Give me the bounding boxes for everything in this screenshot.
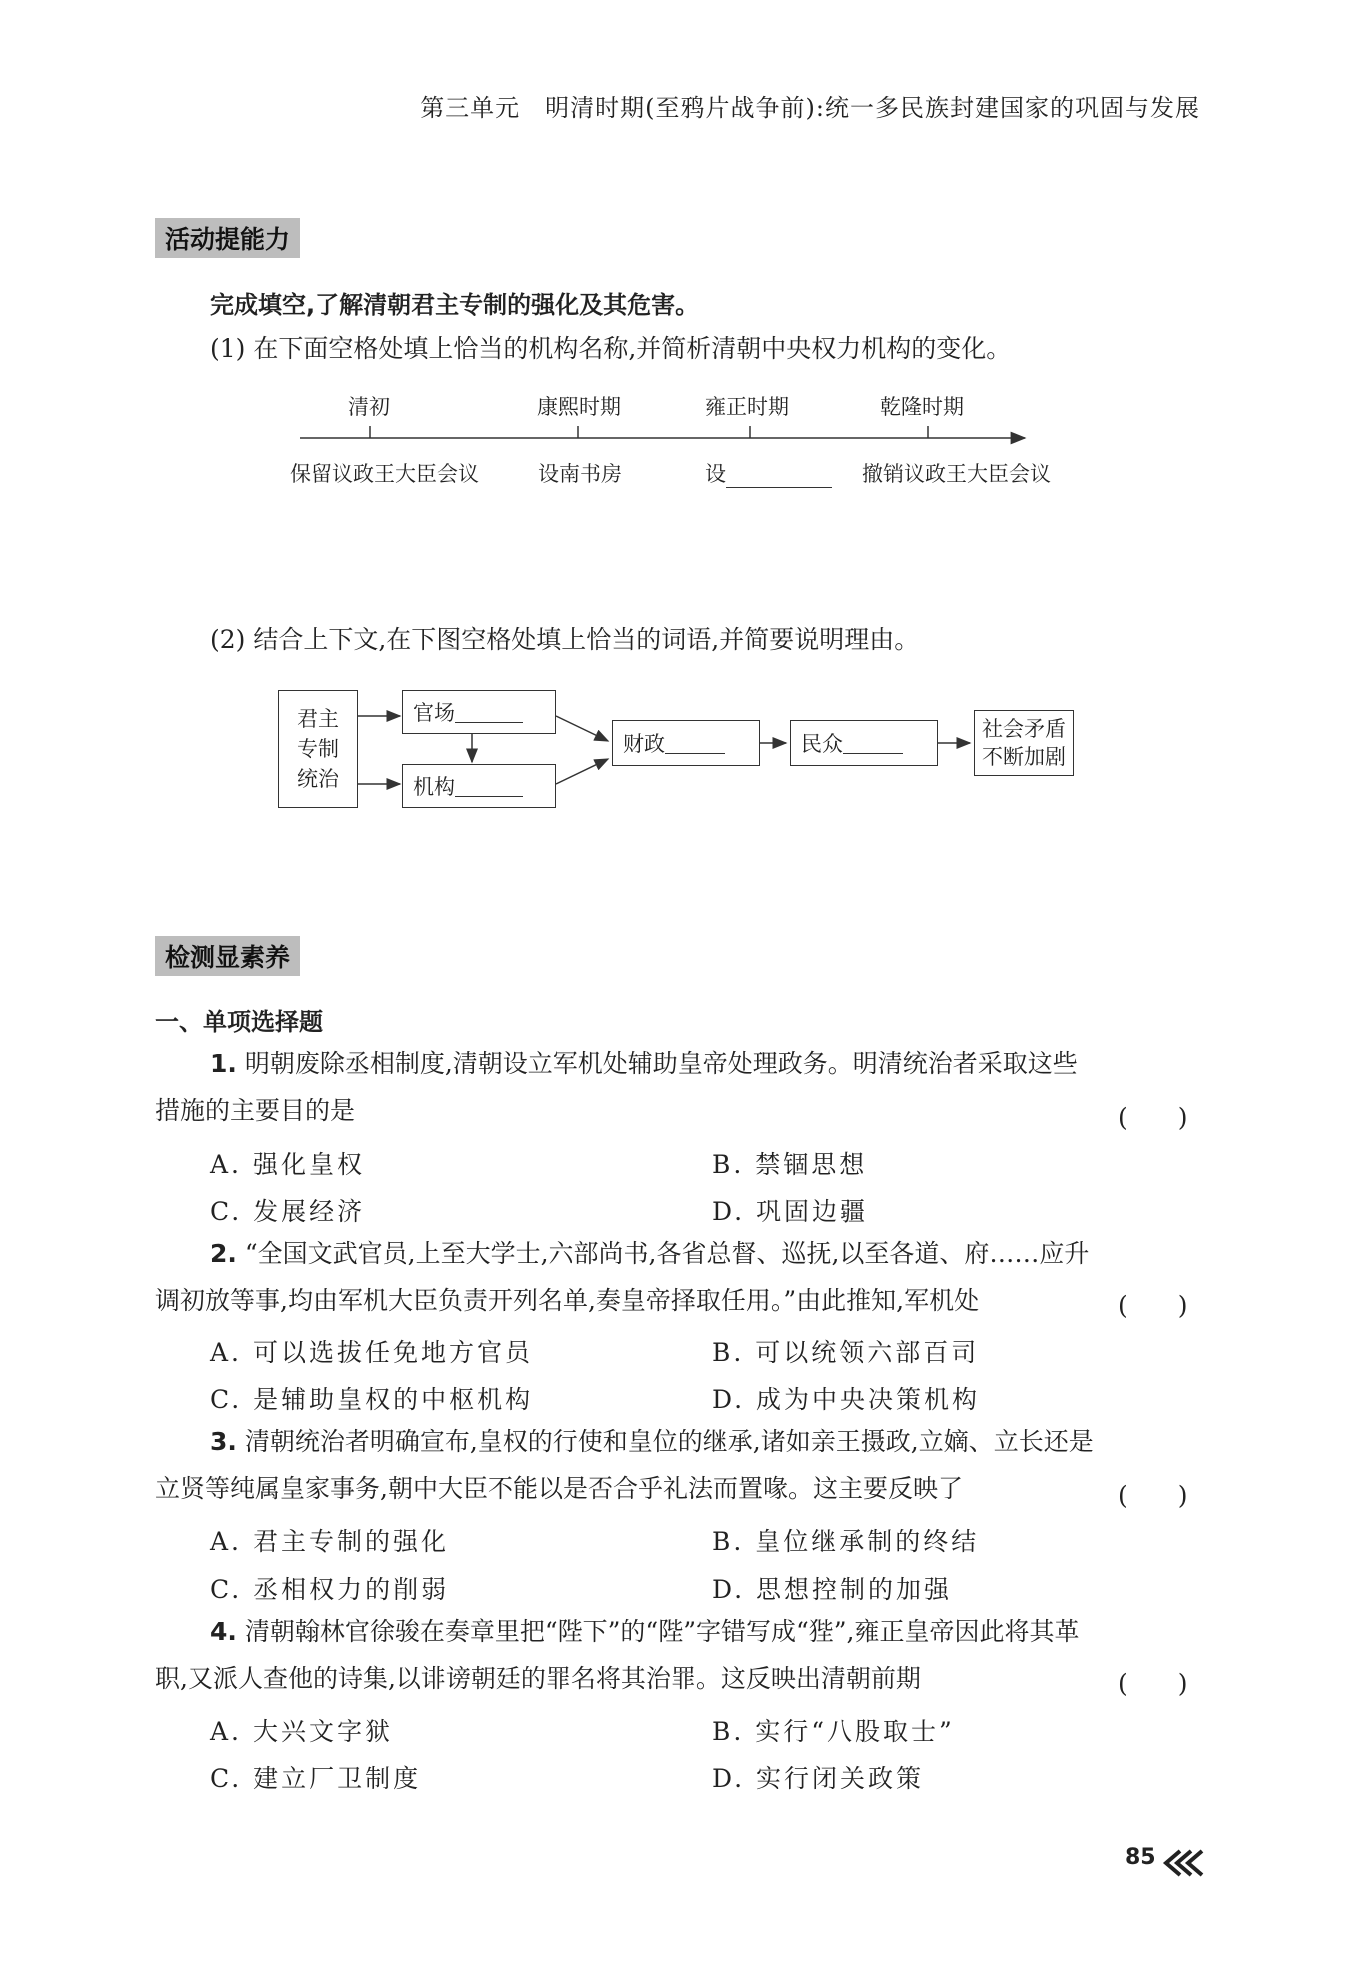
sub-question-2: (2) 结合上下文,在下图空格处填上恰当的词语,并简要说明理由。 — [210, 625, 920, 654]
finance-label: 财政 — [623, 732, 665, 756]
q1-option-c[interactable]: C. 发展经济 — [210, 1197, 366, 1226]
q2-number: 2. — [210, 1239, 237, 1268]
part-title: 一、单项选择题 — [155, 1008, 323, 1036]
officialdom-label: 官场 — [413, 701, 455, 725]
event-yongzheng-label: 设 — [705, 462, 726, 486]
monarch-box — [278, 690, 358, 808]
q2-option-b[interactable]: B. 可以统领六部百司 — [712, 1338, 980, 1367]
q2-answer-paren[interactable]: ( ) — [1118, 1291, 1188, 1320]
q4-option-b[interactable]: B. 实行“八股取士” — [712, 1717, 955, 1746]
page-number: 85 — [1125, 1845, 1156, 1870]
q1-line-2: 措施的主要目的是 — [155, 1096, 356, 1125]
section-title-activity: 活动提能力 — [155, 218, 300, 258]
q4-number: 4. — [210, 1617, 237, 1646]
people-label: 民众 — [801, 732, 843, 756]
blank-people[interactable] — [843, 733, 903, 754]
section-title-test: 检测显素养 — [155, 936, 300, 976]
q2-option-c[interactable]: C. 是辅助皇权的中枢机构 — [210, 1385, 534, 1414]
period-kangxi: 康熙时期 — [537, 395, 621, 419]
q4-line-1: 清朝翰林官徐骏在奏章里把“陛下”的“陛”字错写成“狴”,雍正皇帝因此将其革 — [244, 1617, 1080, 1646]
result-line-1: 社会矛盾 — [982, 717, 1066, 741]
page-header: 第三单元 明清时期(至鸦片战争前):统一多民族封建国家的巩固与发展 — [420, 94, 1200, 122]
q1-line-1: 明朝废除丞相制度,清朝设立军机处辅助皇帝处理政务。明清统治者采取这些 — [244, 1049, 1078, 1078]
event-qianlong: 撤销议政王大臣会议 — [862, 462, 1051, 486]
monarch-line-2: 专制 — [297, 737, 339, 761]
q1-option-d[interactable]: D. 巩固边疆 — [712, 1197, 869, 1226]
institution-box — [402, 764, 556, 808]
q2-option-a[interactable]: A. 可以选拔任免地方官员 — [210, 1338, 533, 1367]
finance-box — [612, 720, 760, 766]
q4-answer-paren[interactable]: ( ) — [1118, 1669, 1188, 1698]
q3-option-d[interactable]: D. 思想控制的加强 — [712, 1575, 953, 1604]
officialdom-box — [402, 690, 556, 734]
q3-option-c[interactable]: C. 丞相权力的削弱 — [210, 1575, 450, 1604]
blank-officialdom[interactable] — [455, 702, 523, 723]
people-box — [790, 720, 938, 766]
result-line-2: 不断加剧 — [982, 745, 1066, 769]
instruction: 完成填空,了解清朝君主专制的强化及其危害。 — [210, 291, 700, 319]
q3-line-2: 立贤等纯属皇家事务,朝中大臣不能以是否合乎礼法而置喙。这主要反映了 — [155, 1474, 963, 1503]
q4-option-c[interactable]: C. 建立厂卫制度 — [210, 1764, 422, 1793]
q2-line-1: “全国文武官员,上至大学士,六部尚书,各省总督、巡抚,以至各道、府……应升 — [244, 1239, 1090, 1268]
q1-option-b[interactable]: B. 禁锢思想 — [712, 1150, 868, 1179]
monarch-line-3: 统治 — [297, 767, 339, 791]
result-box — [974, 710, 1074, 776]
sub-question-1: (1) 在下面空格处填上恰当的机构名称,并简析清朝中央权力机构的变化。 — [210, 334, 1012, 363]
event-qingchu: 保留议政王大臣会议 — [290, 462, 479, 486]
blank-finance[interactable] — [665, 733, 725, 754]
period-qianlong: 乾隆时期 — [880, 395, 964, 419]
q4-option-a[interactable]: A. 大兴文字狱 — [210, 1717, 393, 1746]
question-2 — [155, 1230, 1200, 1324]
q3-line-1: 清朝统治者明确宣布,皇权的行使和皇位的继承,诸如亲王摄政,立嫡、立长还是 — [244, 1427, 1094, 1456]
q2-line-2: 调初放等事,均由军机大臣负责开列名单,奏皇帝择取任用。”由此推知,军机处 — [155, 1286, 980, 1315]
question-3 — [155, 1418, 1200, 1512]
event-yongzheng — [705, 458, 832, 488]
q3-option-a[interactable]: A. 君主专制的强化 — [210, 1527, 449, 1556]
event-kangxi: 设南书房 — [538, 462, 622, 486]
q2-option-d[interactable]: D. 成为中央决策机构 — [712, 1385, 981, 1414]
q1-number: 1. — [210, 1049, 237, 1078]
period-yongzheng: 雍正时期 — [705, 395, 789, 419]
q3-number: 3. — [210, 1427, 237, 1456]
q3-answer-paren[interactable]: ( ) — [1118, 1481, 1188, 1510]
q3-option-b[interactable]: B. 皇位继承制的终结 — [712, 1527, 980, 1556]
monarch-line-1: 君主 — [297, 707, 339, 731]
period-qingchu: 清初 — [348, 395, 390, 419]
q4-option-d[interactable]: D. 实行闭关政策 — [712, 1764, 925, 1793]
institution-label: 机构 — [413, 775, 455, 799]
blank-institution[interactable] — [455, 776, 523, 797]
q1-option-a[interactable]: A. 强化皇权 — [210, 1150, 365, 1179]
q4-line-2: 职,又派人查他的诗集,以诽谤朝廷的罪名将其治罪。这反映出清朝前期 — [155, 1664, 921, 1693]
question-1 — [155, 1040, 1200, 1134]
question-4 — [155, 1608, 1200, 1702]
blank-yongzheng[interactable] — [726, 467, 832, 488]
q1-answer-paren[interactable]: ( ) — [1118, 1103, 1188, 1132]
